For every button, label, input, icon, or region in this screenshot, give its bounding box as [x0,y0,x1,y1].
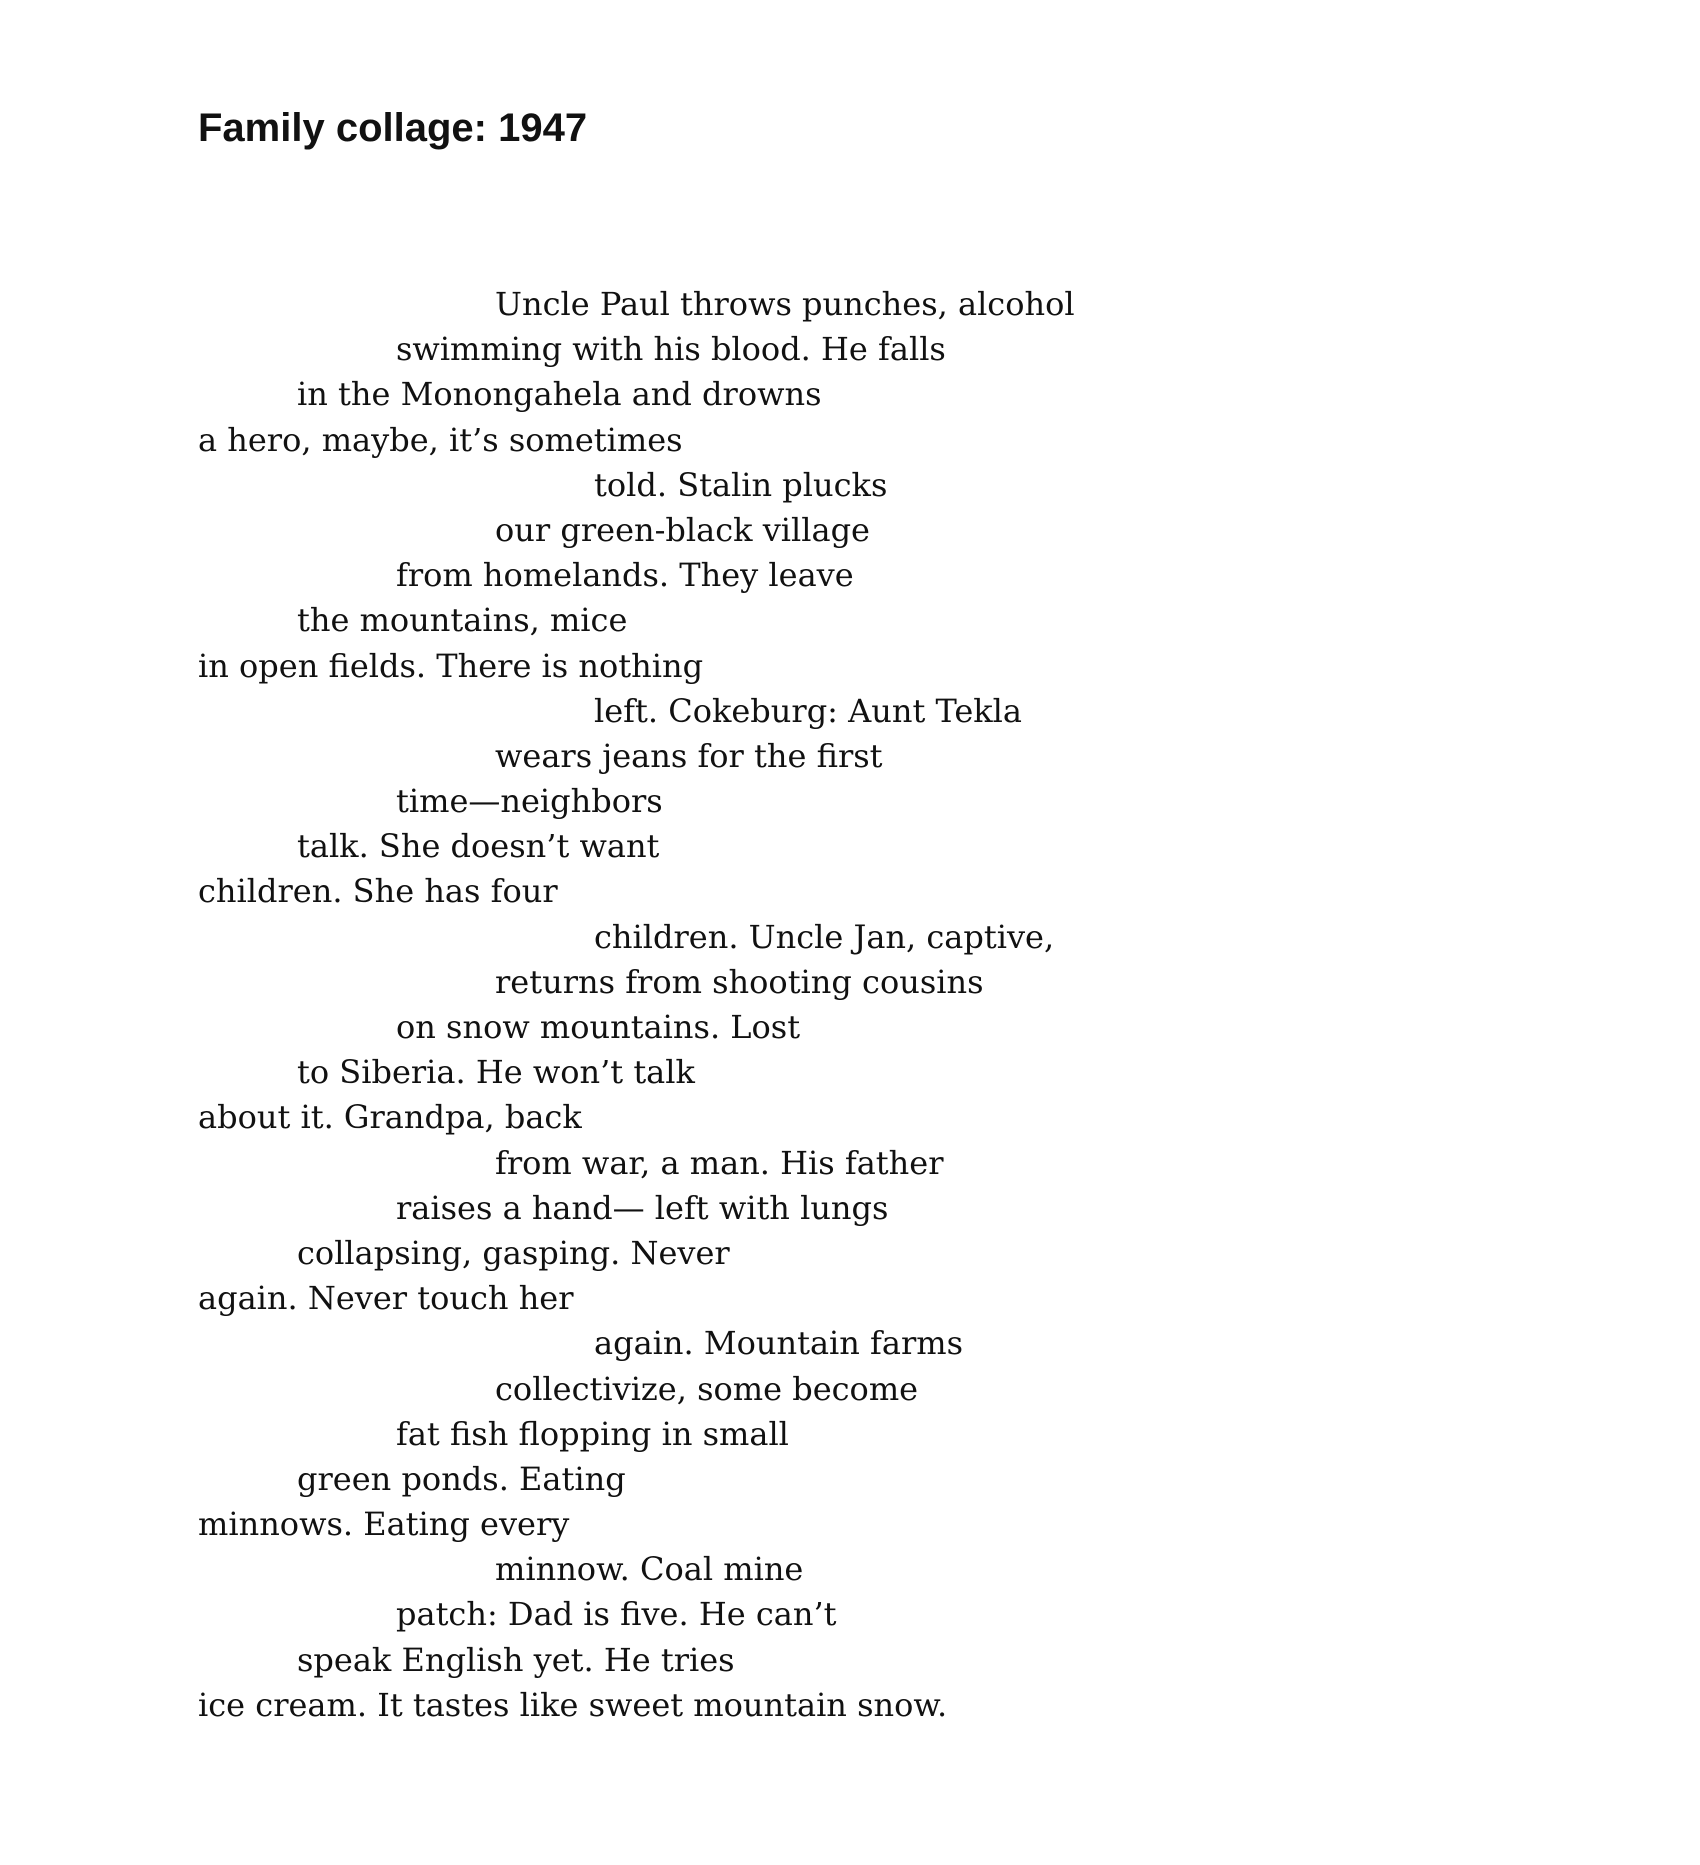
poem-line: told. Stalin plucks [594,465,888,504]
poem-line: to Siberia. He won’t talk [297,1053,695,1092]
poem-line: Uncle Paul throws punches, alcohol [495,285,1075,323]
poem-line: on snow mountains. Lost [396,1008,801,1046]
poem-line: in open fields. There is nothing [198,646,704,685]
poem-line: from homelands. They leave [396,556,854,595]
poem-line: children. She has four [198,872,558,911]
poem-line: returns from shooting cousins [495,962,984,1001]
poem-body [198,282,1075,1728]
poem-line: left. Cokeburg: Aunt Tekla [594,691,1022,730]
poem-line: raises a hand— left with lungs [396,1188,889,1227]
poem-line: again. Never touch her [198,1279,574,1318]
poem-line: children. Uncle Jan, captive, [594,917,1055,956]
poem-title: Family collage: 1947 [198,106,588,150]
poem-line: about it. Grandpa, back [198,1098,582,1137]
poem-line: talk. She doesn’t want [297,827,660,866]
poem-line: from war, a man. His father [495,1143,944,1182]
poem-line: speak English yet. He tries [297,1640,735,1679]
poem-line: collapsing, gasping. Never [297,1233,730,1272]
poem-line: again. Mountain farms [594,1324,964,1363]
poem-line: patch: Dad is five. He can’t [396,1595,837,1634]
poem-line: ice cream. It tastes like sweet mountain snow. [198,1685,948,1724]
poem-line: green ponds. Eating [297,1459,626,1498]
poem-line: fat fish flopping in small [396,1414,789,1453]
poem-line: minnow. Coal mine [495,1550,804,1589]
poem-line: wears jeans for the first [495,736,883,775]
poem-line: collectivize, some become [495,1369,919,1408]
poem-line: swimming with his blood. He falls [396,330,946,369]
poem-line: minnows. Eating every [198,1505,570,1544]
poem-line: our green-black village [495,510,870,549]
poem-line: in the Monongahela and drowns [297,375,822,414]
poem-line: a hero, maybe, it’s sometimes [198,420,683,459]
poem-line: time—neighbors [396,782,663,821]
poem-line: the mountains, mice [297,601,628,640]
